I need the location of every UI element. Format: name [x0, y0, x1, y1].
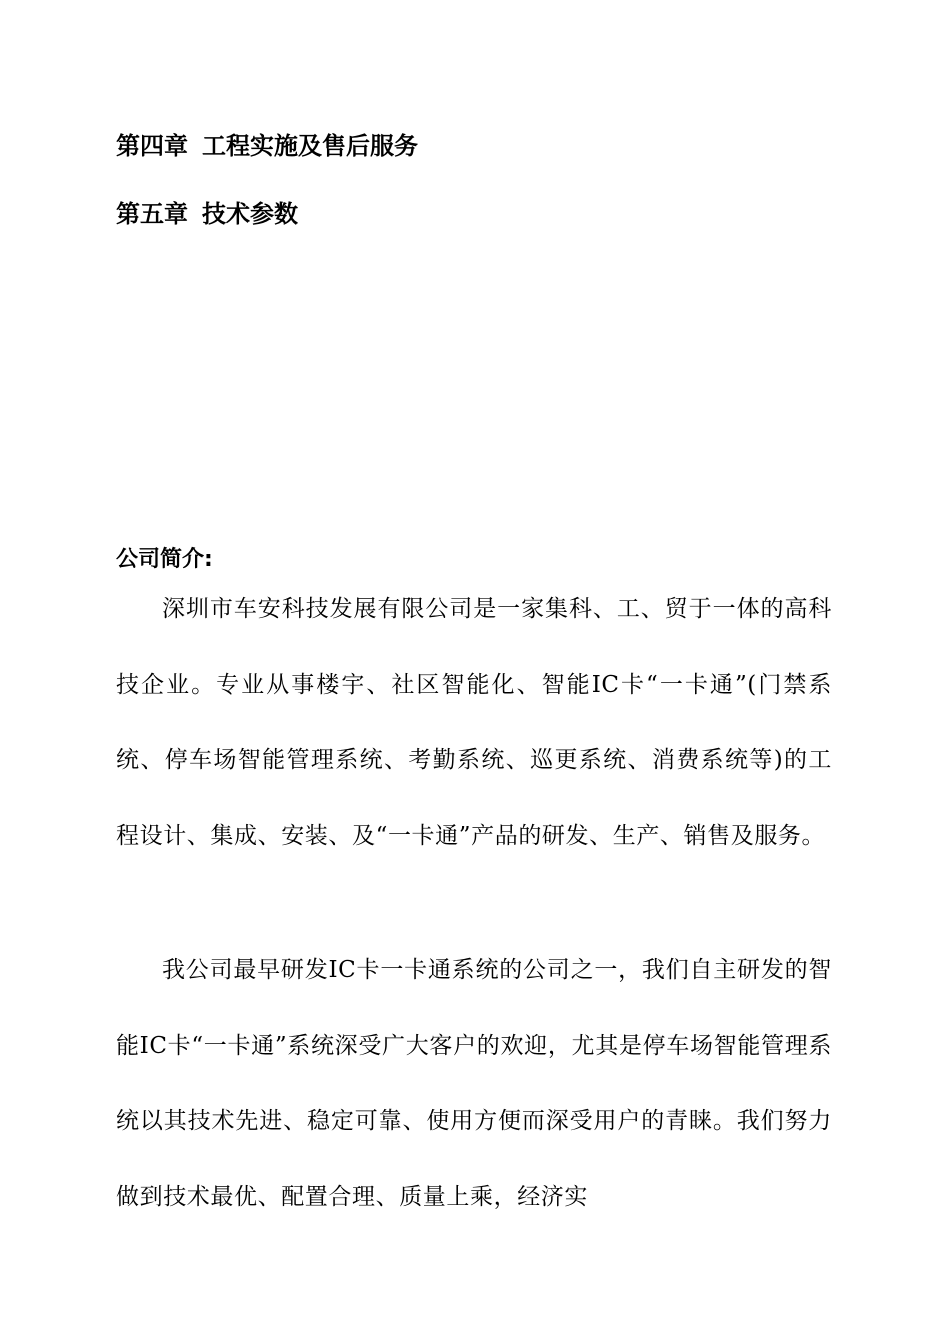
toc-chapter-5-title: 技术参数: [202, 200, 298, 228]
body-paragraph-1: 深圳市车安科技发展有限公司是一家集科、工、贸于一体的高科技企业。专业从事楼宇、社区智能化、智能IC卡“一卡通”(门禁系统、停车场智能管理系统、考勤系统、巡更系统、消费系统等)的工程设计、集成、安装、及“一卡通”产品的研发、生产、销售及服务。: [116, 596, 832, 849]
body-paragraph-2: 我公司最早研发IC卡一卡通系统的公司之一，我们自主研发的智能IC卡“一卡通”系统深受广大客户的欢迎，尤其是停车场智能管理系统以其技术先进、稳定可靠、使用方便而深受用户的青睐。我们努力做到技术最优、配置合理、质量上乘，经济实: [116, 957, 832, 1210]
toc-chapter-4-title: 工程实施及售后服务: [202, 132, 418, 160]
toc-chapter-4-label: 第四章: [116, 132, 188, 160]
toc-chapter-5-label: 第五章: [116, 200, 188, 228]
section-heading: 公司简介:: [116, 547, 213, 572]
toc-chapter-5: [116, 199, 298, 229]
toc-chapter-4: [116, 131, 418, 161]
